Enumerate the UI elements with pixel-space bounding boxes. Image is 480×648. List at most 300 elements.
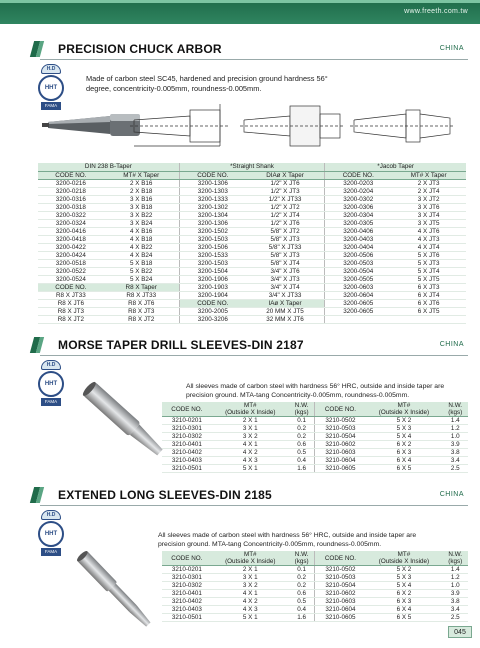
table-cell: 3200-0403 xyxy=(325,235,392,243)
table-cell: 3210-0503 xyxy=(315,574,365,582)
table-row xyxy=(38,243,466,251)
table-cell: 3200-0416 xyxy=(38,227,104,235)
table-cell: 3 X JT2 xyxy=(391,195,466,203)
section-title-long-sleeves xyxy=(40,486,468,506)
table-row xyxy=(38,235,466,243)
table-cell: 3 X B22 xyxy=(104,211,180,219)
table-cell: 3210-0302 xyxy=(162,433,212,441)
header-line: (Outside X Inside) xyxy=(378,558,430,565)
table-cell: 0.5 xyxy=(289,449,315,457)
header-line: (kgs) xyxy=(294,558,309,565)
table-cell: 3 X B16 xyxy=(104,195,180,203)
table-cell: 1.2 xyxy=(442,574,468,582)
header-line: (kgs) xyxy=(448,409,463,416)
table-cell: 3200-0603 xyxy=(325,283,392,291)
table-cell: 3200-1906 xyxy=(179,275,246,283)
table-cell: 4 X 1 xyxy=(212,590,289,598)
chuck-arbor-drawing-1 xyxy=(130,100,240,154)
table-cell: 2 X JT3 xyxy=(391,179,466,187)
header-row xyxy=(162,402,468,417)
table-cell: 5 X 2 xyxy=(365,566,442,574)
table-cell: 3210-0401 xyxy=(162,590,212,598)
table-cell: 1.6 xyxy=(289,465,315,473)
table-cell: 4 X B16 xyxy=(104,227,180,235)
table-cell: 3200-2005 xyxy=(179,307,246,315)
column-header: CODE NO. xyxy=(315,551,365,566)
table-row xyxy=(38,259,466,267)
table-cell: R8 X JT2 xyxy=(38,315,104,323)
logo-mark: HHT xyxy=(44,85,58,91)
header-line: N.W. xyxy=(294,551,309,558)
table-cell: 3200-1306 xyxy=(179,219,246,227)
group-header: *Jacob Taper xyxy=(325,163,466,171)
table-cell: 3200-0522 xyxy=(38,267,104,275)
table-cell: 3 X JT5 xyxy=(391,219,466,227)
table-cell: 5/8" X JT3 xyxy=(246,235,325,243)
section-title-drill-sleeves xyxy=(40,336,468,356)
table-cell: 3210-0603 xyxy=(315,598,365,606)
logo-mark: HHT xyxy=(44,381,58,387)
table-cell: 0.2 xyxy=(289,433,315,441)
table-cell: R8 X JT6 xyxy=(38,299,104,307)
table-cell: 3 X JT6 xyxy=(391,203,466,211)
logo-bottom: FAMA xyxy=(41,398,61,406)
header-line: MT# xyxy=(243,402,257,409)
table-cell: 5 X B22 xyxy=(104,267,180,275)
column-header xyxy=(289,402,315,417)
table-cell: 3 X 1 xyxy=(212,574,289,582)
table-cell: 3210-0504 xyxy=(315,433,365,441)
table-cell: 3200-0322 xyxy=(38,211,104,219)
table-cell: 0.1 xyxy=(289,566,315,574)
table-cell: 3200-1302 xyxy=(179,203,246,211)
table-cell: 5/8" X JT2 xyxy=(246,227,325,235)
table-cell: R8 X JT33 xyxy=(104,291,180,299)
website-url[interactable]: www.freeth.com.tw xyxy=(404,8,468,15)
table-row xyxy=(38,211,466,219)
header-line: (Outside X Inside) xyxy=(378,409,430,416)
origin-tag: CHINA xyxy=(439,341,464,348)
long-sleeve-table xyxy=(162,551,468,622)
table-cell: 3210-0201 xyxy=(162,417,212,425)
drill-sleeve-photo xyxy=(80,366,170,476)
table-cell: 6 X 3 xyxy=(365,598,442,606)
table-cell: 1.6 xyxy=(289,614,315,622)
header-line: (Outside X Inside) xyxy=(225,409,276,416)
table-cell: 3200-0324 xyxy=(38,219,104,227)
table-cell: 0.4 xyxy=(289,606,315,614)
table-cell: 5 X 2 xyxy=(365,417,442,425)
table-cell: R8 X JT33 xyxy=(38,291,104,299)
table-cell: 3210-0402 xyxy=(162,598,212,606)
table-cell: 5 X JT4 xyxy=(391,267,466,275)
table-cell: 5 X 4 xyxy=(365,582,442,590)
column-header: CODE NO. xyxy=(38,171,104,179)
table-cell: IAø X Taper xyxy=(246,299,325,307)
table-cell: 3200-1306 xyxy=(179,179,246,187)
table-cell: 5 X 1 xyxy=(212,465,289,473)
logo-circle xyxy=(38,371,64,397)
table-cell: CODE NO. xyxy=(38,283,104,291)
table-cell: 1.2 xyxy=(442,425,468,433)
table-cell: 2.5 xyxy=(442,614,468,622)
table-cell: 3200-0506 xyxy=(325,251,392,259)
desc-line: precision ground. MTA-tang Concentricity-0.005mm, roundness-0.005mm. xyxy=(158,541,382,548)
table-cell: 5 X B18 xyxy=(104,259,180,267)
table-row xyxy=(162,582,468,590)
table-cell: 3200-1304 xyxy=(179,211,246,219)
table-cell: 3200-0504 xyxy=(325,267,392,275)
table-cell: 3200-3206 xyxy=(179,315,246,323)
table-cell: 32 MM X JT6 xyxy=(246,315,325,323)
table-cell: 3210-0605 xyxy=(315,465,365,473)
desc-line: degree, concentricity-0.005mm, roundness-0.005mm. xyxy=(86,84,262,93)
header-line: N.W. xyxy=(448,551,463,558)
table-cell: 5/8" X JT3 xyxy=(246,251,325,259)
table-row xyxy=(38,267,466,275)
table-cell: R8 X JT2 xyxy=(104,315,180,323)
table-cell: 3210-0603 xyxy=(315,449,365,457)
table-cell: 3.4 xyxy=(442,457,468,465)
logo-top: H.D xyxy=(41,64,61,74)
table-cell: 3200-0604 xyxy=(325,291,392,299)
chuck-arbor-drawing-3 xyxy=(350,100,460,154)
page-number: 045 xyxy=(448,626,472,638)
table-cell: 3200-0605 xyxy=(325,307,392,315)
table-cell: 3 X B24 xyxy=(104,219,180,227)
column-header xyxy=(289,551,315,566)
desc-line: precision ground. MTA-tang Concentricity-0.005mm, roundness-0.005mm. xyxy=(186,392,410,399)
table-cell: 6 X JT4 xyxy=(391,291,466,299)
table-row xyxy=(38,203,466,211)
brand-logo xyxy=(36,360,66,408)
table-cell: 3200-1333 xyxy=(179,195,246,203)
table-row xyxy=(162,441,468,449)
table-cell: 3200-1533 xyxy=(179,251,246,259)
table-cell: 6 X JT6 xyxy=(391,299,466,307)
table-cell: 1/2" X JT4 xyxy=(246,211,325,219)
table-cell: 1/2" X JT6 xyxy=(246,219,325,227)
table-cell: 3 X B18 xyxy=(104,203,180,211)
table-cell: 3210-0403 xyxy=(162,457,212,465)
table-row xyxy=(38,299,466,307)
table-cell: 4 X 2 xyxy=(212,598,289,606)
logo-top: H.D xyxy=(41,510,61,520)
table-cell: 3.9 xyxy=(442,441,468,449)
table-cell: 3210-0201 xyxy=(162,566,212,574)
table-row xyxy=(162,425,468,433)
table-row xyxy=(38,187,466,195)
table-row xyxy=(38,251,466,259)
table-cell: 3/4" X JT3 xyxy=(246,275,325,283)
table-cell: 1.0 xyxy=(442,433,468,441)
table-cell: 0.1 xyxy=(289,417,315,425)
long-description xyxy=(158,531,476,549)
section-heading: EXTENED LONG SLEEVES-DIN 2185 xyxy=(58,488,272,502)
table-cell: 3210-0504 xyxy=(315,582,365,590)
table-cell: 3200-0316 xyxy=(38,195,104,203)
table-cell: 3210-0402 xyxy=(162,449,212,457)
column-header: CODE NO. xyxy=(162,551,212,566)
table-cell: 3200-1506 xyxy=(179,243,246,251)
table-cell: 2 X JT4 xyxy=(391,187,466,195)
table-cell: 1/2" X JT33 xyxy=(246,195,325,203)
table-cell: 6 X 4 xyxy=(365,606,442,614)
origin-tag: CHINA xyxy=(439,491,464,498)
table-cell: 3200-1503 xyxy=(179,235,246,243)
table-cell: 6 X 4 xyxy=(365,457,442,465)
header-line: (kgs) xyxy=(448,558,463,565)
table-cell: 4 X B18 xyxy=(104,235,180,243)
logo-circle xyxy=(38,75,64,101)
table-cell: 3210-0605 xyxy=(315,614,365,622)
table-cell: 3200-0424 xyxy=(38,251,104,259)
section-title-chuck-arbor xyxy=(40,40,468,60)
table-cell: 3 X 2 xyxy=(212,582,289,590)
table-cell: 3210-0302 xyxy=(162,582,212,590)
table-cell: 5 X 1 xyxy=(212,614,289,622)
table-cell: CODE NO. xyxy=(179,299,246,307)
logo-bottom: FAMA xyxy=(41,102,61,110)
table-cell xyxy=(391,315,466,323)
table-cell: 6 X 2 xyxy=(365,441,442,449)
table-cell: 5/8" X JT33 xyxy=(246,243,325,251)
table-cell: 3200-0418 xyxy=(38,235,104,243)
table-cell: 3.9 xyxy=(442,590,468,598)
table-cell: 1.4 xyxy=(442,417,468,425)
column-header xyxy=(442,551,468,566)
table-row xyxy=(38,275,466,283)
table-cell: 2 X B16 xyxy=(104,179,180,187)
table-cell: 3210-0403 xyxy=(162,606,212,614)
column-header: DIAø X Taper xyxy=(246,171,325,179)
header-line: (Outside X Inside) xyxy=(225,558,276,565)
table-row xyxy=(162,574,468,582)
table-cell: 3200-0204 xyxy=(325,187,392,195)
table-cell: 3210-0301 xyxy=(162,574,212,582)
table-cell: 0.2 xyxy=(289,574,315,582)
table-cell: 3200-1502 xyxy=(179,227,246,235)
chuck-description xyxy=(86,74,456,94)
header-line: MT# xyxy=(243,551,257,558)
long-sleeve-photo xyxy=(60,540,170,640)
table-cell: 3.8 xyxy=(442,598,468,606)
section-heading: MORSE TAPER DRILL SLEEVES-DIN 2187 xyxy=(58,338,304,352)
table-cell: 3200-0406 xyxy=(325,227,392,235)
table-cell: 0.4 xyxy=(289,457,315,465)
desc-line: Made of carbon steel SC45, hardened and precision ground hardness 56° xyxy=(86,74,328,83)
table-cell: 5 X JT5 xyxy=(391,275,466,283)
table-cell: R8 X JT3 xyxy=(38,307,104,315)
table-cell: 6 X 5 xyxy=(365,614,442,622)
drill-sleeve-table xyxy=(162,402,468,473)
table-row xyxy=(162,606,468,614)
table-cell: 4 X JT3 xyxy=(391,235,466,243)
table-cell: 5 X JT6 xyxy=(391,251,466,259)
table-row xyxy=(162,465,468,473)
table-cell: 4 X 3 xyxy=(212,457,289,465)
table-cell: 3210-0401 xyxy=(162,441,212,449)
table-row xyxy=(38,195,466,203)
column-header: CODE NO. xyxy=(325,171,392,179)
table-cell: 4 X JT6 xyxy=(391,227,466,235)
table-cell: 0.5 xyxy=(289,598,315,606)
header-bar xyxy=(0,0,480,24)
logo-bottom: FAMA xyxy=(41,548,61,556)
table-cell: 3 X JT4 xyxy=(391,211,466,219)
table-cell: 3 X 2 xyxy=(212,433,289,441)
column-header xyxy=(212,402,289,417)
table-cell: 0.6 xyxy=(289,441,315,449)
table-row xyxy=(162,614,468,622)
table-cell: 3210-0602 xyxy=(315,590,365,598)
table-cell: 3210-0604 xyxy=(315,457,365,465)
table-row xyxy=(162,566,468,574)
table-cell xyxy=(325,315,392,323)
table-cell: 3200-1903 xyxy=(179,283,246,291)
table-row xyxy=(38,219,466,227)
table-cell: 3210-0502 xyxy=(315,417,365,425)
table-cell: 6 X 5 xyxy=(365,465,442,473)
table-cell: 1.0 xyxy=(442,582,468,590)
table-cell: 3 X 1 xyxy=(212,425,289,433)
logo-mark: HHT xyxy=(44,531,58,537)
table-cell: 3200-1904 xyxy=(179,291,246,299)
table-cell: 4 X 2 xyxy=(212,449,289,457)
table-cell: 3200-0422 xyxy=(38,243,104,251)
column-header: MT# X Taper xyxy=(391,171,466,179)
chuck-arbor-table xyxy=(38,163,466,324)
table-cell: 3210-0301 xyxy=(162,425,212,433)
table-cell: 3210-0503 xyxy=(315,425,365,433)
table-cell: 3210-0501 xyxy=(162,614,212,622)
column-header: MT# X Taper xyxy=(104,171,180,179)
table-cell: 3200-0302 xyxy=(325,195,392,203)
table-cell: 2.5 xyxy=(442,465,468,473)
table-cell: 4 X 3 xyxy=(212,606,289,614)
table-cell: 5 X 3 xyxy=(365,425,442,433)
column-header xyxy=(442,402,468,417)
table-cell: 3210-0501 xyxy=(162,465,212,473)
table-cell: 3200-0306 xyxy=(325,203,392,211)
table-row xyxy=(38,291,466,299)
table-cell: 2 X 1 xyxy=(212,566,289,574)
table-cell: R8 X JT6 xyxy=(104,299,180,307)
header-line: (kgs) xyxy=(294,409,309,416)
table-cell: 3/4" X JT4 xyxy=(246,283,325,291)
table-cell: 2 X 1 xyxy=(212,417,289,425)
table-cell: 3210-0602 xyxy=(315,441,365,449)
table-cell: 3200-0518 xyxy=(38,259,104,267)
header-line: N.W. xyxy=(294,402,309,409)
table-cell: 3200-0218 xyxy=(38,187,104,195)
table-cell: 0.2 xyxy=(289,582,315,590)
table-row xyxy=(162,457,468,465)
table-cell: 5 X JT3 xyxy=(391,259,466,267)
table-row xyxy=(162,590,468,598)
table-cell: 0.2 xyxy=(289,425,315,433)
table-cell: 0.6 xyxy=(289,590,315,598)
table-row xyxy=(38,179,466,187)
table-cell: 20 MM X JT5 xyxy=(246,307,325,315)
table-cell: 1/2" X JT2 xyxy=(246,203,325,211)
table-cell: 3200-0505 xyxy=(325,275,392,283)
table-cell: 3/4" X JT6 xyxy=(246,267,325,275)
header-line: N.W. xyxy=(448,402,463,409)
table-cell: 3200-0304 xyxy=(325,211,392,219)
table-cell: 4 X JT4 xyxy=(391,243,466,251)
logo-top: H.D xyxy=(41,360,61,370)
column-header xyxy=(365,402,442,417)
table-cell: 1/2" X JT3 xyxy=(246,187,325,195)
table-cell: 6 X JT3 xyxy=(391,283,466,291)
table-cell: 3200-0305 xyxy=(325,219,392,227)
table-cell: 3200-0605 xyxy=(325,299,392,307)
table-cell: R8 X JT3 xyxy=(104,307,180,315)
column-header xyxy=(365,551,442,566)
column-header xyxy=(212,551,289,566)
table-cell: 4 X B22 xyxy=(104,243,180,251)
group-header: DIN 238 B-Taper xyxy=(38,163,179,171)
column-header: CODE NO. xyxy=(315,402,365,417)
column-header: CODE NO. xyxy=(162,402,212,417)
header-row xyxy=(162,551,468,566)
table-cell: 1.4 xyxy=(442,566,468,574)
table-cell: 5 X 4 xyxy=(365,433,442,441)
table-cell: 5 X 3 xyxy=(365,574,442,582)
table-cell: 3.8 xyxy=(442,449,468,457)
table-row xyxy=(38,307,466,315)
table-cell: 4 X B24 xyxy=(104,251,180,259)
table-cell: 3210-0604 xyxy=(315,606,365,614)
table-cell: 3200-1504 xyxy=(179,267,246,275)
table-row xyxy=(162,598,468,606)
header-stripe xyxy=(0,0,480,3)
table-row xyxy=(38,315,466,323)
table-row xyxy=(162,417,468,425)
table-cell: 3200-1303 xyxy=(179,187,246,195)
table-cell: 1/2" X JT6 xyxy=(246,179,325,187)
header-line: MT# xyxy=(397,402,411,409)
desc-line: All sleeves made of carbon steel with hardness 56° HRC, outside and inside taper are xyxy=(186,383,445,390)
table-cell: 3200-0318 xyxy=(38,203,104,211)
table-cell: 3200-0216 xyxy=(38,179,104,187)
header-line: MT# xyxy=(397,551,411,558)
table-cell: 3.4 xyxy=(442,606,468,614)
table-row xyxy=(162,449,468,457)
table-row xyxy=(162,433,468,441)
table-cell: 3200-0503 xyxy=(325,259,392,267)
table-cell: 3200-0524 xyxy=(38,275,104,283)
table-cell: 3200-1503 xyxy=(179,259,246,267)
table-cell: 3200-0203 xyxy=(325,179,392,187)
group-header: *Straight Shank xyxy=(179,163,324,171)
table-cell: 2 X B18 xyxy=(104,187,180,195)
table-cell: 6 X JT5 xyxy=(391,307,466,315)
origin-tag: CHINA xyxy=(439,45,464,52)
table-row xyxy=(38,283,466,291)
column-header: CODE NO. xyxy=(179,171,246,179)
chuck-arbor-drawing-2 xyxy=(240,100,350,154)
table-cell: 3200-0404 xyxy=(325,243,392,251)
table-cell: 5 X B24 xyxy=(104,275,180,283)
table-row xyxy=(38,227,466,235)
table-cell: 3210-0502 xyxy=(315,566,365,574)
drill-description xyxy=(186,382,476,400)
table-cell: 4 X 1 xyxy=(212,441,289,449)
table-cell: 6 X 3 xyxy=(365,449,442,457)
table-cell: 3/4" X JT33 xyxy=(246,291,325,299)
